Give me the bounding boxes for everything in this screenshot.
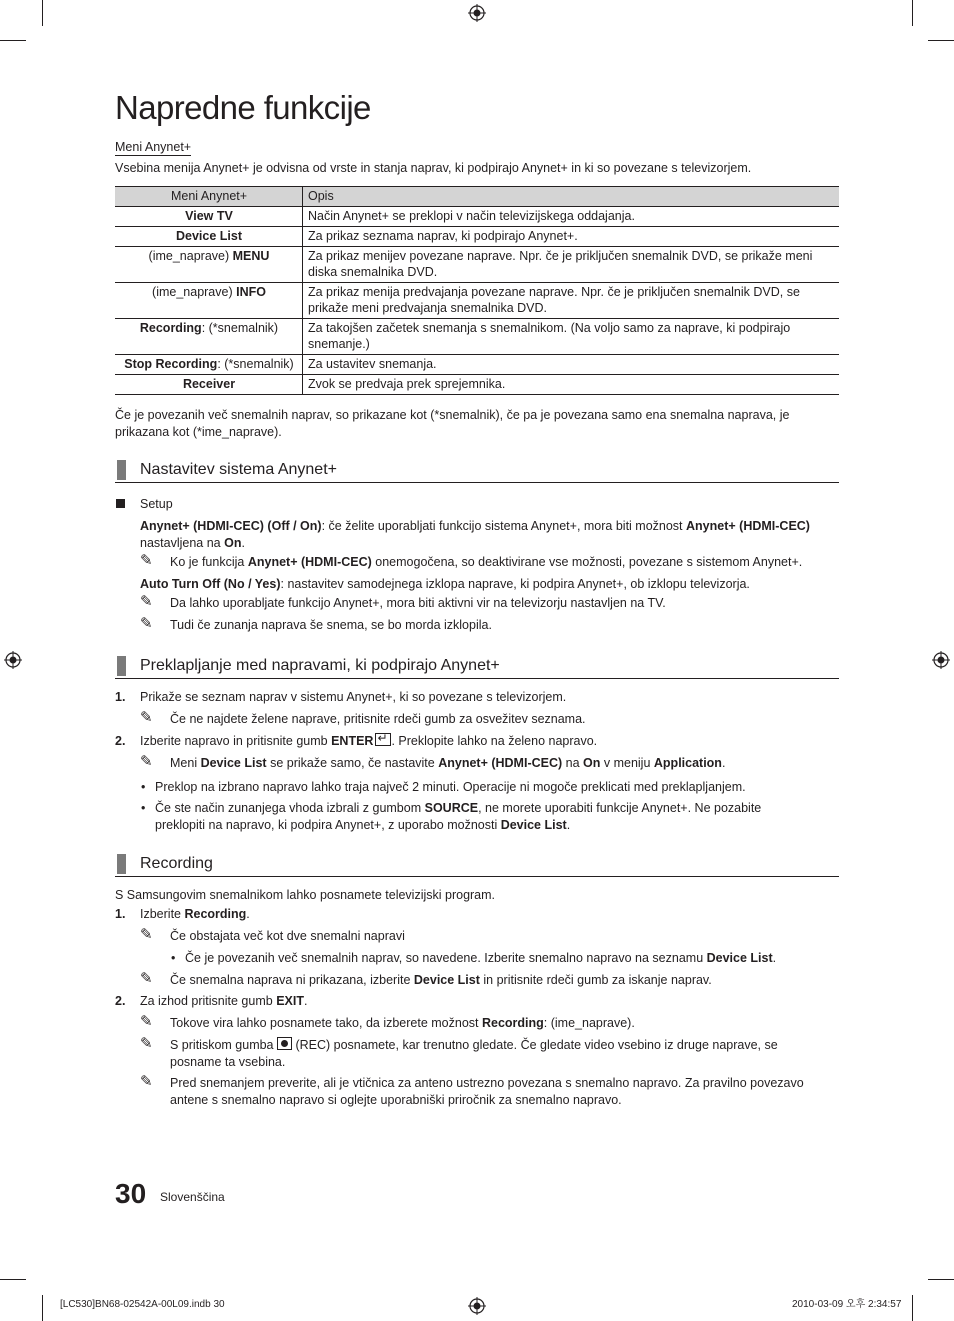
recording-note-5: Pred snemanjem preverite, ali je vtičnica za anteno ustrezno povezana s snemalno napravo. Za pravilno povezavo (170, 1076, 804, 1090)
step-number: 2. (115, 994, 126, 1008)
note-pencil-icon: ✎ (140, 926, 153, 943)
recording-note-4-cont: posname ta vsebina. (170, 1055, 286, 1069)
table-header: Opis (303, 187, 840, 207)
table-footnote: Če je povezanih več snemalnih naprav, so prikazane kot (*snemalnik), če pa je povezana samo ena snemalna naprava, je prikazana kot (*ime_naprave). (115, 408, 790, 439)
table-cell-description: Za prikaz menija predvajanja povezane naprave. Npr. če je priključen snemalnik DVD, se prikaže meni predvajanja snemalnika DVD. (303, 283, 840, 319)
recording-note-2: Če snemalna naprava ni prikazana, izberite Device List in pritisnite rdeči gumb za iskanje naprav. (170, 973, 712, 987)
crop-mark (928, 1279, 954, 1280)
setup-note-3: Tudi če zunanja naprava še snema, se bo morda izklopila. (170, 618, 492, 632)
recording-note-4: S pritiskom gumba (REC) posnamete, kar trenutno gledate. Če gledate video vsebino iz druge naprave, se (170, 1038, 778, 1052)
setup-label: Setup (140, 497, 173, 511)
table-row (115, 319, 839, 355)
note-pencil-icon: ✎ (140, 753, 153, 770)
switch-bullet-2: Če ste način zunanjega vhoda izbrali z gumbom SOURCE, ne morete uporabiti funkcije Anynet+. Ne pozabite (155, 801, 762, 815)
bullet-icon: • (141, 780, 146, 794)
switch-bullet-2-cont: preklopiti na napravo, ki podpira Anynet+, z uporabo možnosti Device List. (155, 818, 571, 832)
anynet-hdmi-cec-option-cont: nastavljena na On. (140, 536, 245, 550)
anynet-menu-table (115, 186, 839, 395)
table-row (115, 207, 839, 227)
note-pencil-icon: ✎ (140, 1035, 153, 1052)
section-heading-recording: Recording (115, 854, 839, 877)
note-pencil-icon: ✎ (140, 1013, 153, 1030)
note-pencil-icon: ✎ (140, 615, 153, 632)
note-pencil-icon: ✎ (140, 970, 153, 987)
note-pencil-icon: ✎ (140, 552, 153, 569)
registration-mark-icon (932, 651, 950, 669)
crop-mark (928, 40, 954, 41)
table-cell-description: Za prikaz menijev povezane naprave. Npr. če je priključen snemalnik DVD, se prikaže meni diska snemalnika DVD. (303, 247, 840, 283)
enter-key-icon (375, 733, 391, 746)
registration-mark-icon (468, 1297, 486, 1315)
table-cell-description: Način Anynet+ se preklopi v način televizijskega oddajanja. (303, 207, 840, 227)
registration-mark-icon (468, 4, 486, 22)
table-cell-option: Recording: (*snemalnik) (115, 319, 303, 355)
recording-intro: S Samsungovim snemalnikom lahko posnamete televizijski program. (115, 888, 496, 902)
setup-note-2: Da lahko uporabljate funkcijo Anynet+, mora biti aktivni vir na televizorju nastavljen na TV. (170, 596, 666, 610)
note-pencil-icon: ✎ (140, 1073, 153, 1090)
switch-step-1: Prikaže se seznam naprav v sistemu Anynet+, ki so povezane s televizorjem. (140, 690, 567, 704)
switch-step-1-note: Če ne najdete želene naprave, pritisnite rdeči gumb za osvežitev seznama. (170, 712, 586, 726)
bullet-icon: • (141, 801, 146, 815)
crop-mark (0, 40, 26, 41)
crop-mark (42, 1295, 43, 1321)
table-cell-description: Zvok se predvaja prek sprejemnika. (303, 375, 840, 395)
table-row (115, 355, 839, 375)
page-title: Napredne funkcije (115, 89, 371, 126)
footer-file-info: [LC530]BN68-02542A-00L09.indb 30 (60, 1299, 225, 1310)
menu-heading: Meni Anynet+ (115, 140, 192, 154)
crop-mark (912, 0, 913, 26)
setup-note-1: Ko je funkcija Anynet+ (HDMI-CEC) onemogočena, so deaktivirane vse možnosti, povezane s sistemom Anynet+. (170, 555, 803, 569)
note-pencil-icon: ✎ (140, 709, 153, 726)
table-cell-option: View TV (115, 207, 303, 227)
table-row (115, 283, 839, 319)
switch-step-2-note: Meni Device List se prikaže samo, če nastavite Anynet+ (HDMI-CEC) na On v meniju Application. (170, 756, 726, 770)
table-cell-option: Device List (115, 227, 303, 247)
crop-mark (912, 1295, 913, 1321)
page-number: 30 (115, 1178, 147, 1209)
recording-step-2: Za izhod pritisnite gumb EXIT. (140, 994, 308, 1008)
table-cell-option: (ime_naprave) MENU (115, 247, 303, 283)
recording-step-1: Izberite Recording. (140, 907, 250, 921)
recording-note-3: Tokove vira lahko posnamete tako, da izberete možnost Recording: (ime_naprave). (170, 1016, 635, 1030)
footer-date: 2010-03-09 오후 2:34:57 (792, 1299, 902, 1310)
table-row (115, 227, 839, 247)
square-bullet-icon (116, 499, 125, 508)
auto-turn-off-option: Auto Turn Off (No / Yes): nastavitev samodejnega izklopa naprave, ki podpira Anynet+, ob izklopu televizorja. (140, 577, 750, 591)
table-cell-description: Za takojšen začetek snemanja s snemalnikom. (Na voljo samo za naprave, ki podpirajo snemanje.) (303, 319, 840, 355)
switch-bullet-1: Preklop na izbrano napravo lahko traja največ 2 minuti. Operacije ni mogoče preklicati med preklapljanjem. (155, 780, 746, 794)
bullet-icon: • (171, 951, 176, 965)
crop-mark (42, 0, 43, 26)
step-number: 1. (115, 907, 126, 921)
anynet-hdmi-cec-option: Anynet+ (HDMI-CEC) (Off / On): če želite uporabljati funkcijo sistema Anynet+, mora biti možnost Anynet+ (HDMI-CEC) (140, 519, 810, 533)
recording-sub-bullet: Če je povezanih več snemalnih naprav, so navedene. Izberite snemalno napravo na seznamu Device List. (185, 951, 777, 965)
table-cell-description: Za prikaz seznama naprav, ki podpirajo Anynet+. (303, 227, 840, 247)
table-cell-description: Za ustavitev snemanja. (303, 355, 840, 375)
table-header-row (115, 187, 839, 207)
crop-mark (0, 1279, 26, 1280)
recording-note-5-cont: antene s snemalno napravo si oglejte uporabniški priročnik za snemalno napravo. (170, 1093, 622, 1107)
step-number: 2. (115, 734, 126, 748)
table-cell-option: (ime_naprave) INFO (115, 283, 303, 319)
section-heading-setup: Nastavitev sistema Anynet+ (115, 460, 839, 483)
table-row (115, 247, 839, 283)
page-language: Slovenščina (160, 1190, 225, 1204)
rec-button-icon (277, 1037, 292, 1050)
note-pencil-icon: ✎ (140, 593, 153, 610)
section-bar (117, 656, 126, 676)
registration-mark-icon (4, 651, 22, 669)
table-row (115, 375, 839, 395)
table-cell-option: Stop Recording: (*snemalnik) (115, 355, 303, 375)
recording-note-1: Če obstajata več kot dve snemalni napravi (170, 929, 405, 943)
section-bar (117, 460, 126, 480)
section-heading-switch: Preklapljanje med napravami, ki podpirajo Anynet+ (115, 656, 839, 679)
menu-intro: Vsebina menija Anynet+ je odvisna od vrste in stanja naprav, ki podpirajo Anynet+ in ki so povezane s televizorjem. (115, 161, 752, 175)
table-header: Meni Anynet+ (115, 187, 303, 207)
step-number: 1. (115, 690, 126, 704)
table-cell-option: Receiver (115, 375, 303, 395)
section-bar (117, 854, 126, 874)
switch-step-2: Izberite napravo in pritisnite gumb ENTER↵ . Preklopite lahko na želeno napravo. (140, 733, 597, 750)
